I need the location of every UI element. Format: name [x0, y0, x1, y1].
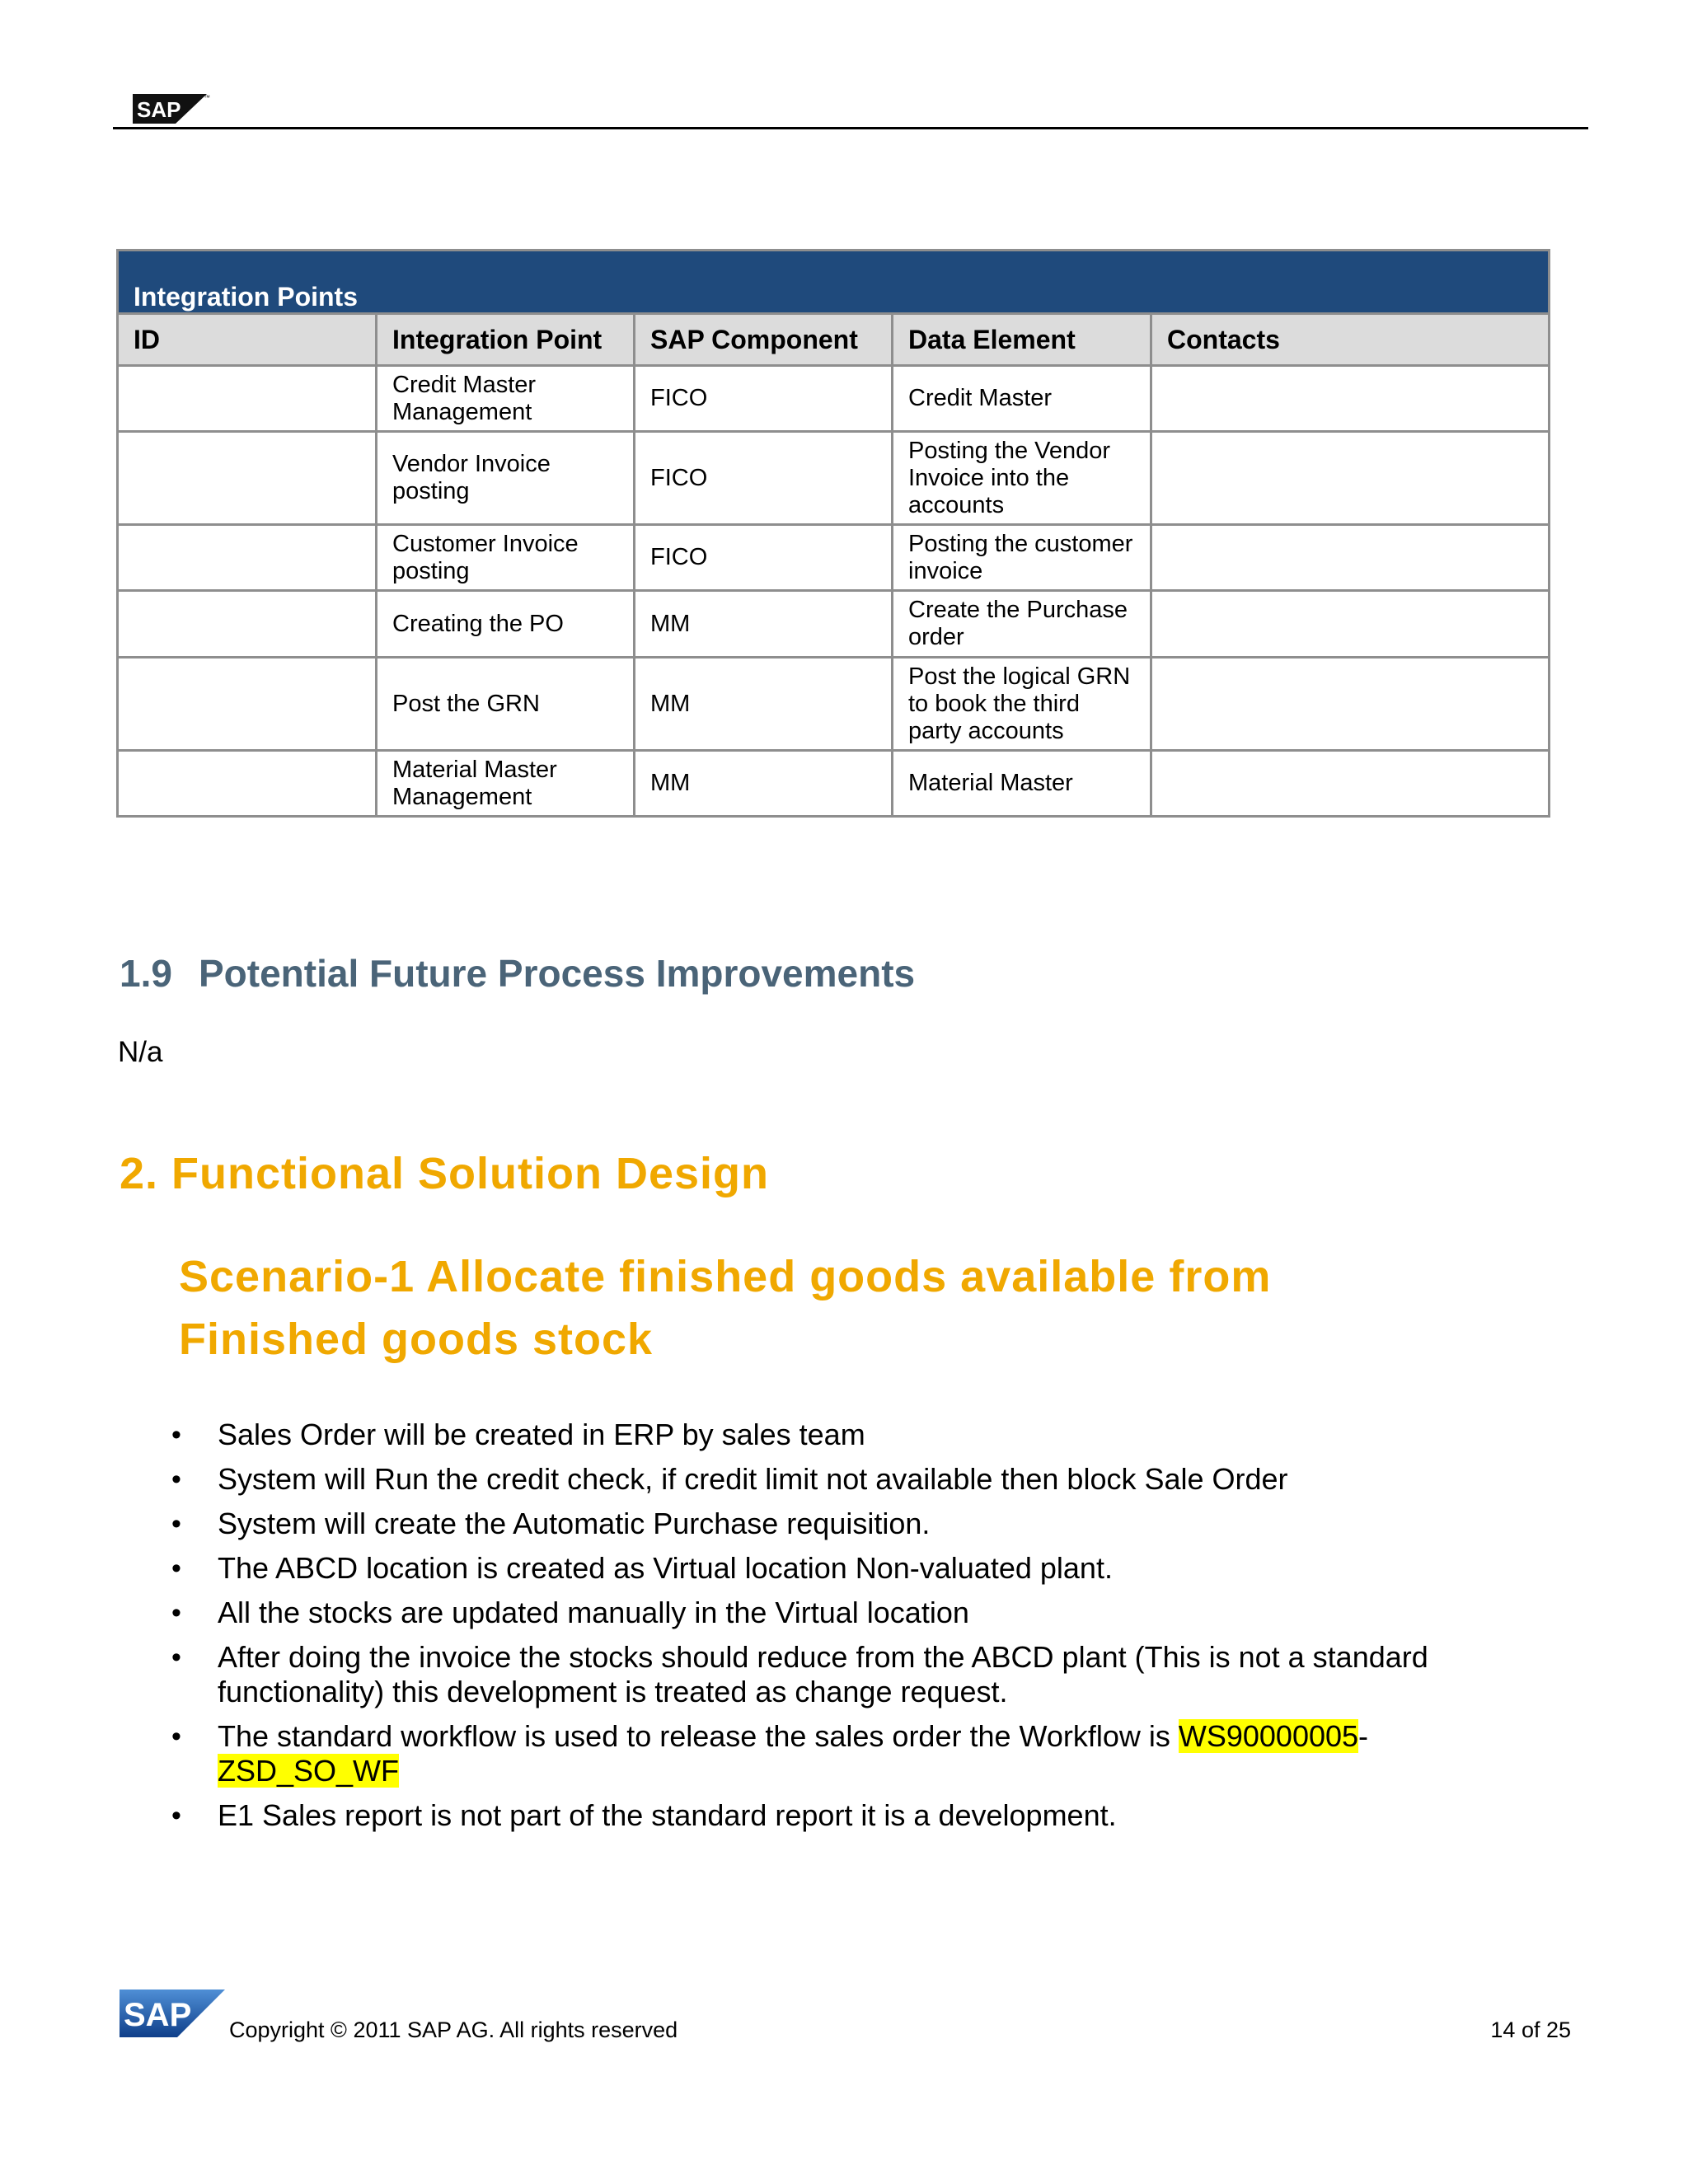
table-header-row	[118, 314, 1550, 366]
list-item-text: After doing the invoice the stocks should reduce from the ABCD plant (This is not a standard functionality) this development is treated as change request.	[218, 1640, 1428, 1708]
list-item-text: System will Run the credit check, if credit limit not available then block Sale Order	[218, 1462, 1288, 1496]
cell-integration-point: Material Master Management	[377, 751, 635, 817]
dash-text: -	[1358, 1719, 1369, 1753]
copyright-text: Copyright © 2011 SAP AG. All rights reserved	[229, 2018, 678, 2042]
cell-integration-point: Customer Invoice posting	[377, 525, 635, 591]
section-number: 1.9	[120, 952, 172, 995]
column-header-contacts: Contacts	[1151, 314, 1550, 366]
list-item	[165, 1507, 1484, 1541]
cell-data-element: Material Master	[893, 751, 1151, 817]
table-row	[118, 525, 1550, 591]
cell-contacts	[1151, 525, 1550, 591]
list-item	[165, 1596, 1484, 1630]
cell-sap-component: FICO	[635, 432, 893, 525]
integration-points-table	[116, 249, 1550, 818]
cell-contacts	[1151, 751, 1550, 817]
sap-footer-logo-text: SAP	[124, 1997, 192, 2033]
cell-contacts	[1151, 591, 1550, 658]
list-item	[165, 1462, 1484, 1497]
cell-sap-component: FICO	[635, 525, 893, 591]
list-item	[165, 1418, 1484, 1452]
bullet-list	[165, 1418, 1484, 1843]
cell-integration-point: Vendor Invoice posting	[377, 432, 635, 525]
list-item-text: E1 Sales report is not part of the standard report it is a development.	[218, 1798, 1117, 1832]
section-body-text: N/a	[118, 1036, 163, 1068]
bullet-icon: •	[171, 1419, 181, 1451]
table-row	[118, 751, 1550, 817]
sap-logo	[133, 92, 212, 125]
cell-id	[118, 658, 377, 751]
column-header-integration-point: Integration Point	[377, 314, 635, 366]
sap-footer-logo	[120, 1988, 228, 2039]
column-header-sap-component: SAP Component	[635, 314, 893, 366]
scenario-heading	[179, 1245, 1271, 1371]
column-header-id: ID	[118, 314, 377, 366]
cell-contacts	[1151, 658, 1550, 751]
sap-logo-text: SAP	[137, 97, 181, 122]
bullet-icon: •	[171, 1642, 181, 1673]
cell-data-element: Post the logical GRN to book the third party accounts	[893, 658, 1151, 751]
table-row	[118, 591, 1550, 658]
list-item	[165, 1551, 1484, 1586]
list-item	[165, 1640, 1454, 1709]
cell-contacts	[1151, 366, 1550, 432]
list-item-text: The standard workflow is used to release the sales order the Workflow is	[218, 1719, 1179, 1753]
section-title: Potential Future Process Improvements	[199, 952, 916, 995]
cell-sap-component: MM	[635, 658, 893, 751]
cell-data-element: Credit Master	[893, 366, 1151, 432]
scenario-title-line-2: Finished goods stock	[179, 1315, 654, 1364]
cell-data-element: Posting the Vendor Invoice into the accounts	[893, 432, 1151, 525]
highlighted-workflow-name: ZSD_SO_WF	[218, 1754, 400, 1788]
bullet-icon: •	[171, 1800, 181, 1831]
bullet-icon: •	[171, 1721, 181, 1752]
cell-id	[118, 366, 377, 432]
header-rule	[113, 127, 1588, 129]
page-number: 14 of 25	[1490, 2018, 1571, 2042]
cell-integration-point: Credit Master Management	[377, 366, 635, 432]
column-header-data-element: Data Element	[893, 314, 1151, 366]
table-row	[118, 366, 1550, 432]
section-heading-1-9	[120, 951, 915, 996]
bullet-icon: •	[171, 1508, 181, 1540]
list-item-text: System will create the Automatic Purchase requisition.	[218, 1507, 931, 1540]
cell-sap-component: MM	[635, 591, 893, 658]
scenario-title-line-1: Scenario-1 Allocate finished goods available from	[179, 1252, 1272, 1301]
cell-sap-component: FICO	[635, 366, 893, 432]
highlighted-workflow-id: WS90000005	[1178, 1719, 1359, 1753]
list-item-text: Sales Order will be created in ERP by sales team	[218, 1418, 865, 1451]
table-row	[118, 432, 1550, 525]
cell-id	[118, 591, 377, 658]
cell-data-element: Create the Purchase order	[893, 591, 1151, 658]
list-item-text: The ABCD location is created as Virtual location Non-valuated plant.	[218, 1551, 1113, 1585]
list-item	[165, 1798, 1484, 1833]
bullet-icon: •	[171, 1553, 181, 1584]
cell-integration-point: Post the GRN	[377, 658, 635, 751]
svg-text:™: ™	[204, 94, 210, 101]
bullet-icon: •	[171, 1464, 181, 1495]
list-item	[165, 1719, 1454, 1788]
list-item-text: All the stocks are updated manually in the Virtual location	[218, 1596, 969, 1629]
table-row	[118, 658, 1550, 751]
section-heading-2: 2. Functional Solution Design	[120, 1149, 770, 1198]
table-caption: Integration Points	[118, 251, 1550, 314]
bullet-icon: •	[171, 1597, 181, 1629]
cell-sap-component: MM	[635, 751, 893, 817]
cell-contacts	[1151, 432, 1550, 525]
cell-id	[118, 432, 377, 525]
cell-id	[118, 751, 377, 817]
cell-data-element: Posting the customer invoice	[893, 525, 1151, 591]
cell-id	[118, 525, 377, 591]
cell-integration-point: Creating the PO	[377, 591, 635, 658]
